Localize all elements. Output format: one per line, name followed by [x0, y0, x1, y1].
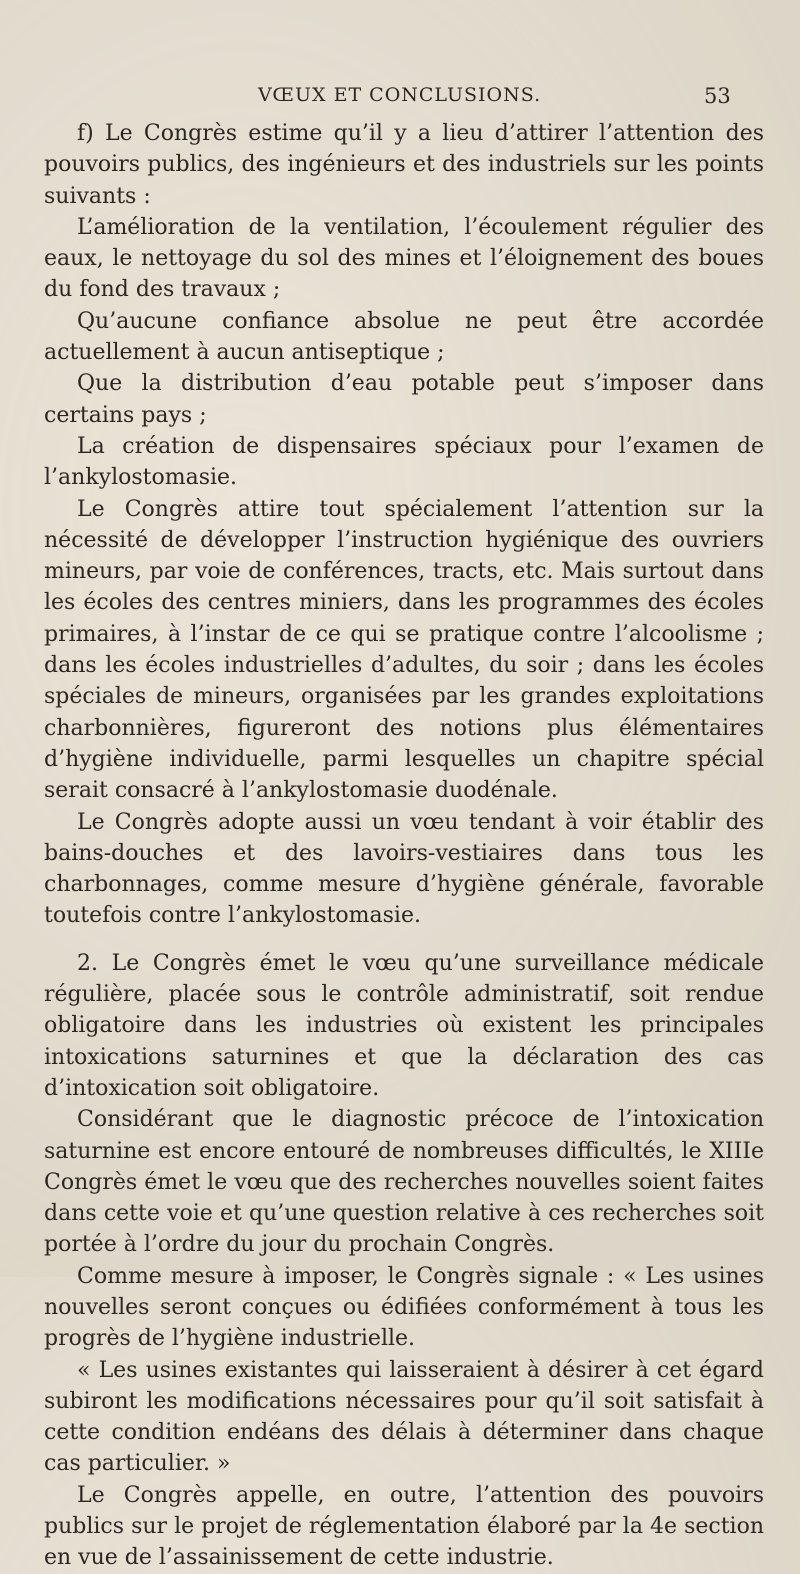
running-title: VŒUX ET CONCLUSIONS.	[258, 84, 542, 106]
page-header	[0, 84, 800, 114]
paragraph: Comme mesure à imposer, le Congrès signale : « Les usines nouvelles seront conçues ou édifiées conformément à tous les progrès de l’hygiène industrielle.	[44, 1263, 764, 1352]
paragraph: Le Congrès appelle, en outre, l’attention des pouvoirs publics sur le projet de réglementation élaboré par la 4e section en vue de l’assainissement de cette industrie.	[44, 1482, 764, 1571]
body-text	[44, 118, 764, 1574]
paragraph: Que la distribution d’eau potable peut s’imposer dans certains pays ;	[44, 371, 764, 428]
paragraph: Considérant que le diagnostic précoce de l’intoxication saturnine est encore entouré de nombreuses difficultés, le XIIIe Congrès émet le vœu que des recherches nouvelles soient faites dans cette voie et qu’une question relative à ces recherches soit portée à l’ordre du jour du prochain Congrès.	[44, 1107, 764, 1258]
page-number: 53	[704, 84, 731, 108]
paragraph: L’amélioration de la ventilation, l’écoulement régulier des eaux, le nettoyage du sol des mines et l’éloignement des boues du fond des travaux ;	[44, 214, 764, 303]
paragraph: La création de dispensaires spéciaux pour l’examen de l’ankylostomasie.	[44, 433, 764, 491]
paragraph: « Les usines existantes qui laisseraient à désirer à cet égard subiront les modifications nécessaires pour qu’il soit satisfait à cette condition endéans des délais à déterminer dans chaque cas particulier. »	[44, 1357, 764, 1477]
paragraph: 2. Le Congrès émet le vœu qu’une surveillance médicale régulière, placée sous le contrôle administratif, soit rendue obligatoire dans les industries où existent les principales intoxications saturnines et que la déclaration des cas d’intoxication soit obligatoire.	[44, 950, 764, 1101]
paragraph: Qu’aucune confiance absolue ne peut être accordée actuellement à aucun antiseptique ;	[44, 308, 764, 366]
paragraph: Le Congrès attire tout spécialement l’attention sur la nécessité de développer l’instruction hygiénique des ouvriers mineurs, par voie de conférences, tracts, etc. Mais surtout dans les écoles des centres miniers, dans les programmes des écoles primaires, à l’instar de ce qui se pratique contre l’alcoolisme ; dans les écoles industrielles d’adultes, du soir ; dans les écoles spéciales de mineurs, organisées par les grandes exploitations charbonnières, figureront des notions plus élémentaires d’hygiène individuelle, parmi lesquelles un chapitre spécial serait consacré à l’ankylostomasie duodénale.	[44, 496, 764, 804]
paragraph: f) Le Congrès estime qu’il y a lieu d’attirer l’attention des pouvoirs publics, des ingénieurs et des industriels sur les points suivants :	[44, 121, 764, 209]
paragraph: Le Congrès adopte aussi un vœu tendant à voir établir des bains-douches et des lavoirs-vestiaires dans tous les charbonnages, comme mesure d’hygiène générale, favorable toutefois contre l’ankylostomasie.	[44, 809, 764, 929]
